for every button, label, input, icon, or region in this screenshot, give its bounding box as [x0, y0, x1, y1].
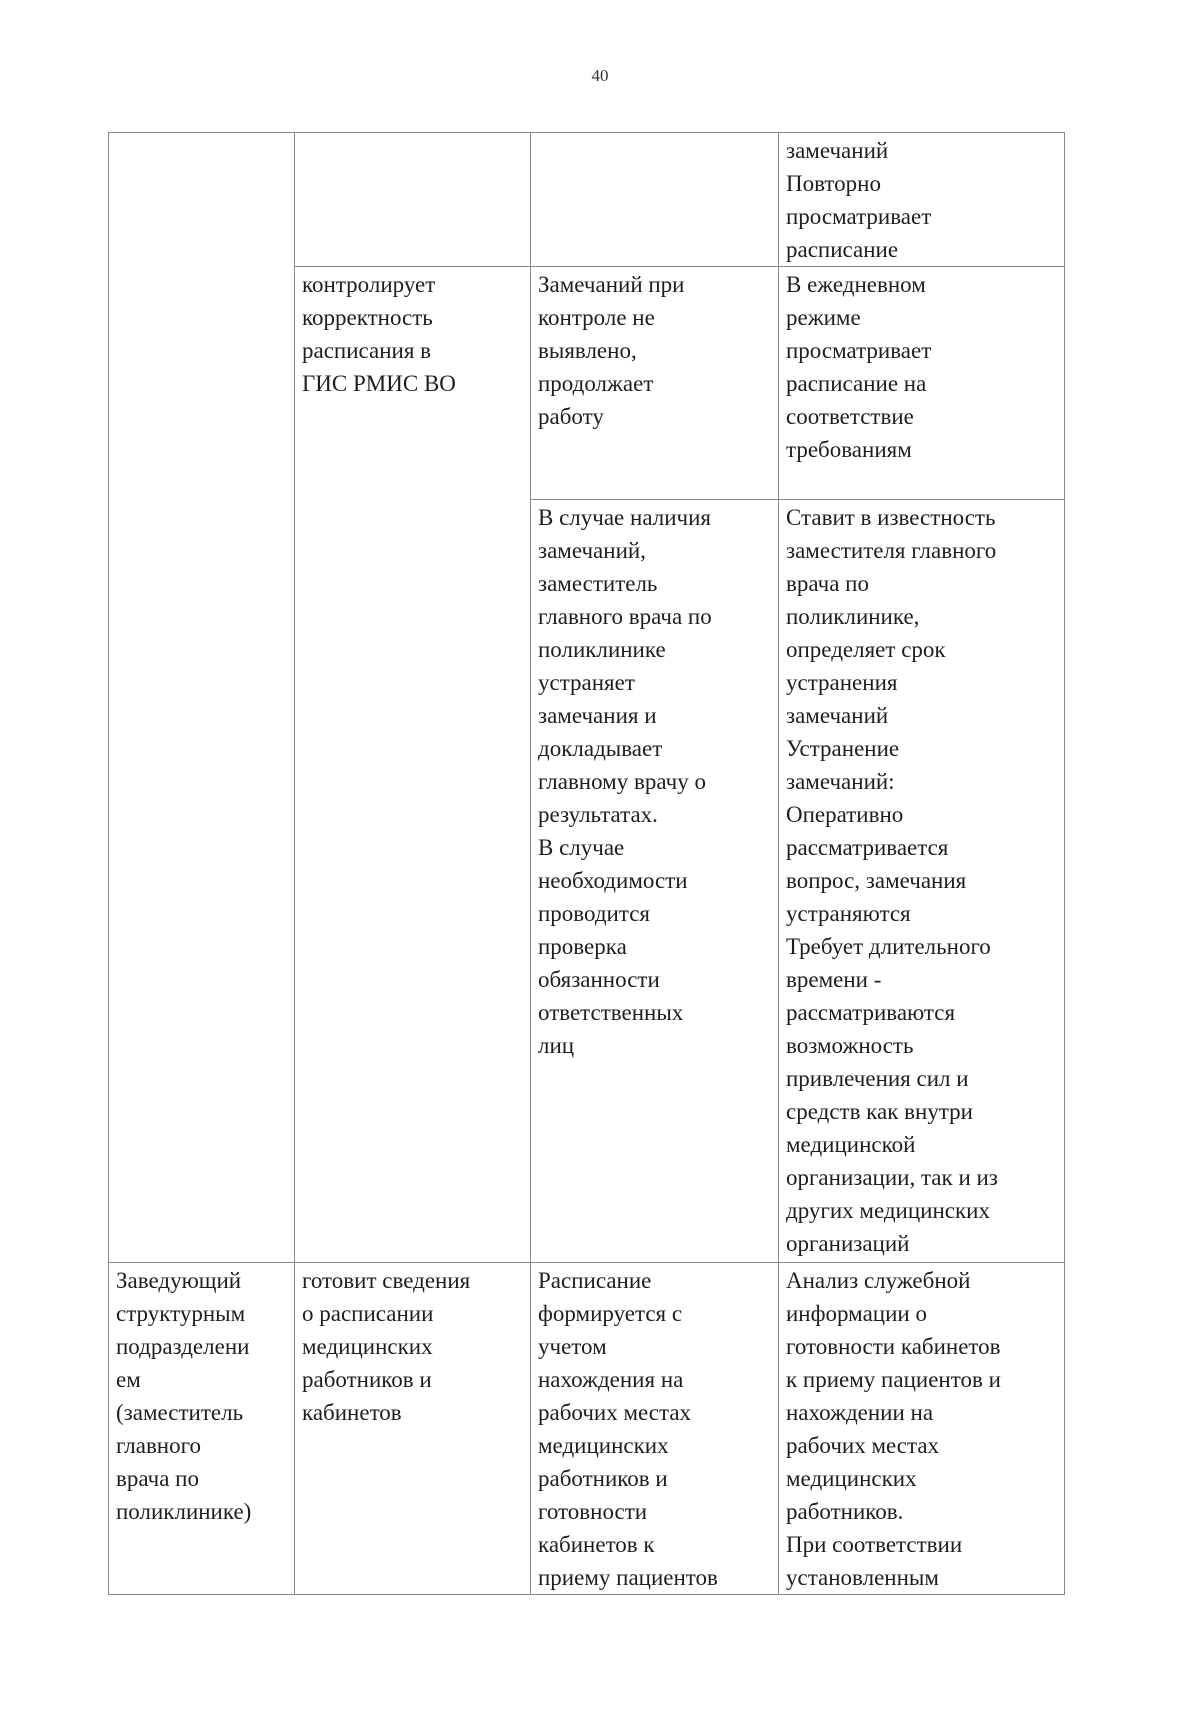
table-cell-measures: Ставит в известность заместителя главного врача по поликлинике, определяет срок устранения замечаний Устранение замечаний: Оперативно рассматривается вопрос, замечания устраняются Требует длительного времени - рассматриваются возможность привлечения сил и средств как внутри медицинской организации, так и из других медицинских организаций — [779, 500, 1065, 1263]
table-cell-measures: В ежедневном режиме просматривает расписание на соответствие требованиям — [779, 267, 1065, 500]
table-cell-result: Замечаний при контроле не выявлено, продолжает работу — [531, 267, 779, 500]
procedure-table — [108, 132, 1065, 1595]
table-cell-measures: Анализ служебной информации о готовности кабинетов к приему пациентов и нахождении на рабочих местах медицинских работников. При соответствии установленным — [779, 1263, 1065, 1595]
table-cell-action-empty — [295, 133, 531, 267]
table-row — [109, 133, 1065, 267]
table-cell-result-empty — [531, 133, 779, 267]
table-cell-measures: замечаний Повторно просматривает расписание — [779, 133, 1065, 267]
table-cell-result: Расписание формируется с учетом нахождения на рабочих местах медицинских работников и готовности кабинетов к приему пациентов — [531, 1263, 779, 1595]
table-cell-result: В случае наличия замечаний, заместитель главного врача по поликлинике устраняет замечания и докладывает главному врачу о результатах. В случае необходимости проводится проверка обязанности ответственных лиц — [531, 500, 779, 1263]
table-cell-responsible: Заведующий структурным подразделени ем (заместитель главного врача по поликлинике) — [109, 1263, 295, 1595]
table-row — [109, 1263, 1065, 1595]
table-cell-action: готовит сведения о расписании медицинских работников и кабинетов — [295, 1263, 531, 1595]
table-cell-responsible-empty — [109, 133, 295, 1263]
table-cell-action: контролирует корректность расписания в ГИС РМИС ВО — [295, 267, 531, 1263]
page-number: 40 — [591, 66, 609, 85]
